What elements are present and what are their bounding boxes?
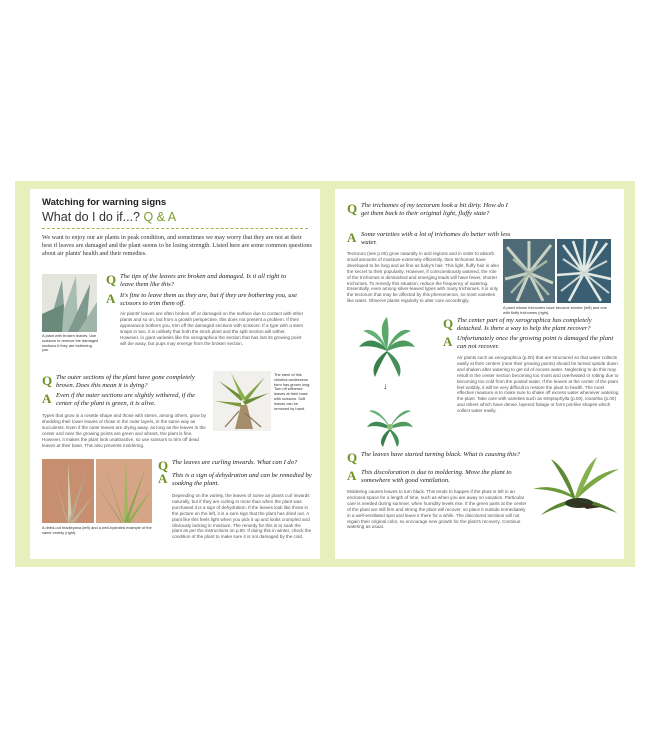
question-5: The center part of my xerographica has completely detached. Is there a way to help the plant recover? — [457, 317, 592, 332]
intro-paragraph: We want to enjoy our air plants in peak condition, and sometimes we may worry that they are not at their best if leaves are damaged and the plant seems to be losing strength. Listed here are some common questions about air plants' health and their remedies. — [42, 234, 312, 257]
question-1: The tips of the leaves are broken and damaged. Is it all right to leave them like this? — [120, 273, 287, 288]
left-page — [30, 189, 320, 559]
answer-mark-1: A — [106, 291, 116, 306]
page-title-qa: Q & A — [143, 210, 177, 224]
question-3: The leaves are curling inwards. What can I do? — [172, 459, 298, 466]
section-title: Watching for warning signs — [42, 197, 167, 208]
hydrated-bradleyana-photo — [96, 459, 152, 523]
fluffy-trichomes-photo — [557, 239, 611, 303]
answer-3: This is a sign of dehydration and can be remedied by soaking the plant. — [172, 472, 312, 487]
photo-caption-4: A plant whose trichomes have become shorter (left) and one with fluffy trichomes (right). — [503, 305, 607, 315]
answer-1: It's fine to leave them as they are, but if they are bothering you, use scissors to trim them off. — [120, 292, 298, 307]
answer-mark-6: A — [347, 468, 357, 483]
broken-leaves-photo — [42, 274, 97, 332]
arrow-down-icon: ↓ — [383, 381, 388, 391]
question-mark-6: Q — [347, 450, 358, 465]
right-page — [335, 189, 624, 559]
photo-caption-2: The stem of this velutina caulescens form has grown long. Tom off withered leaves at their base with scissors. Soft leaves can be removed by hand. — [274, 372, 311, 411]
question-mark-1: Q — [106, 272, 117, 287]
photo-caption-1: A plant with broken leaves. Use scissors to remove the damaged sections if they are bothering you. — [42, 333, 99, 353]
answer-2: Even if the outer sections are slightly withered, if the center of the plant is green, it is alive. — [56, 392, 196, 407]
photo-caption-3: A dried-out bradleyana (left) and a well-hydrated example of the same variety (right). — [42, 525, 152, 535]
page-title — [42, 210, 176, 224]
question-2: The outer sections of the plant have gone completely brown. Does this mean it is dying? — [56, 374, 195, 389]
answer-5: Unfortunately once the growing point is damaged the plant can not recover. — [457, 335, 614, 350]
body-4: Tectorum (see p.00) grow naturally in arid regions and in order to absorb small amounts of moisture extremely efficiently, their trichomes have developed to be long and as fine as baby's hair. This light, fluffy hair is also the secret to their popularity. However, if conscientiously watered, the role of the trichomes is diminished and emerging leads will have fewer, shorter trichomes. To remedy this situation, reduce the frequency of watering. Essentially, even among silver-leaved types with many trichomes, it is only the tectorum that may be affected by this phenomenon, so most varieties like water. Observe plants regularly to alter care accordingly. — [347, 251, 499, 304]
body-5: Air plants such as xerographica (p.00) that are structured so that water collects easily at their centers (near their growing points) should be turned upside down and shaken after watering to get rid of excess water. Neglecting to do this may result in the center section becoming too moist and overheated or rotting due to becoming too cold from the pooled water. If the leaves at the center of the plant feel wobbly, it will be very difficult to restore the plant to health. The most effective measure is to make sure to shake off excess water whenever watering the plant. Take care with varieties such as streptophylla (p.00), ionantha (p.00) and others which have dense, layered foliage or form pot-like shapes which collect water easily. — [457, 355, 619, 414]
short-trichomes-photo — [503, 239, 555, 303]
question-mark-4: Q — [347, 201, 358, 216]
page-title-text: What do I do if...? — [42, 210, 140, 224]
body-1: Air plants' leaves are often broken off or damaged on the surface due to contact with other plants and so on, but from a growth perspective, this does not present a problem. If their appearance bothers you, trim off the damaged sections with scissors. If a type with a stem snaps in two, it is unlikely that both the stock plant and the split section will wither. However, in giant varieties like the xerographica the section that has lost its growing point will die away, but pups may emerge from the broken section. — [120, 311, 304, 346]
question-4: The trichomes of my tectorum look a bit dirty. How do I get them back to their original light, fluffy state? — [361, 202, 508, 217]
question-mark-3: Q — [158, 458, 169, 473]
answer-4: Some varieties with a lot of trichomes do better with less water. — [361, 231, 511, 246]
answer-6: This discoloration is due to moldering. Move the plant to somewhere with good ventilation. — [361, 469, 512, 484]
dried-bradleyana-photo — [42, 459, 94, 523]
body-6: Moldering causes leaves to turn black. This tends to happen if the plant is left in an enclosed space for a length of time, such as when you are away on vacation. Particular care is needed during summer, when humidity levels rise. If the green parts at the center of the plant are still firm and strong the plant will recover, so place it outside immediately in a well-ventilated spot and leave it there for a while. The discolored sections will not regain their original color, so encourage new growth for the plant's recovery. Continue watering as usual. — [347, 489, 527, 530]
blackened-plant-photo — [531, 457, 619, 517]
xerographica-illustration-top — [357, 317, 417, 377]
xerographica-illustration-bottom — [365, 397, 415, 447]
question-6: The leaves have started turning black. What is causing this? — [361, 451, 520, 458]
answer-mark-5: A — [443, 334, 453, 349]
answer-mark-3: A — [158, 471, 168, 486]
velutina-photo — [213, 371, 271, 431]
answer-mark-4: A — [347, 230, 357, 245]
question-mark-5: Q — [443, 316, 454, 331]
book-spread — [15, 181, 635, 567]
answer-mark-2: A — [42, 391, 52, 406]
body-3: Depending on the variety, the leaves of some air plants curl inwards naturally, but if they are curling in more than when the plant was purchased it is a sign of dehydration. If the leaves look like those in the picture on the left, it is a sure sign that the plant has dried out. A plant like this feels light when you pick it up and looks crumpled and obviously lacking in moisture. The remedy for this is to soak the plant as per the instructions on p.80. If doing this in winter, check the condition of the plant to make sure it is not damaged by the cold. — [172, 493, 312, 540]
body-2: Types that grow in a rosette shape and those with stems, among others, grow by shedding their lower leaves or those in the outer layers, in the same way as succulents. Even if the outer leaves are drying away, as long as the leaves in the center and near the growing points are green and vibrant, the plant is fine. However, it makes the plant look unattractive, so use scissors to trim off dead leaves at their base. This also prevents moldering. — [42, 413, 206, 448]
title-divider — [42, 228, 308, 229]
question-mark-2: Q — [42, 373, 53, 388]
